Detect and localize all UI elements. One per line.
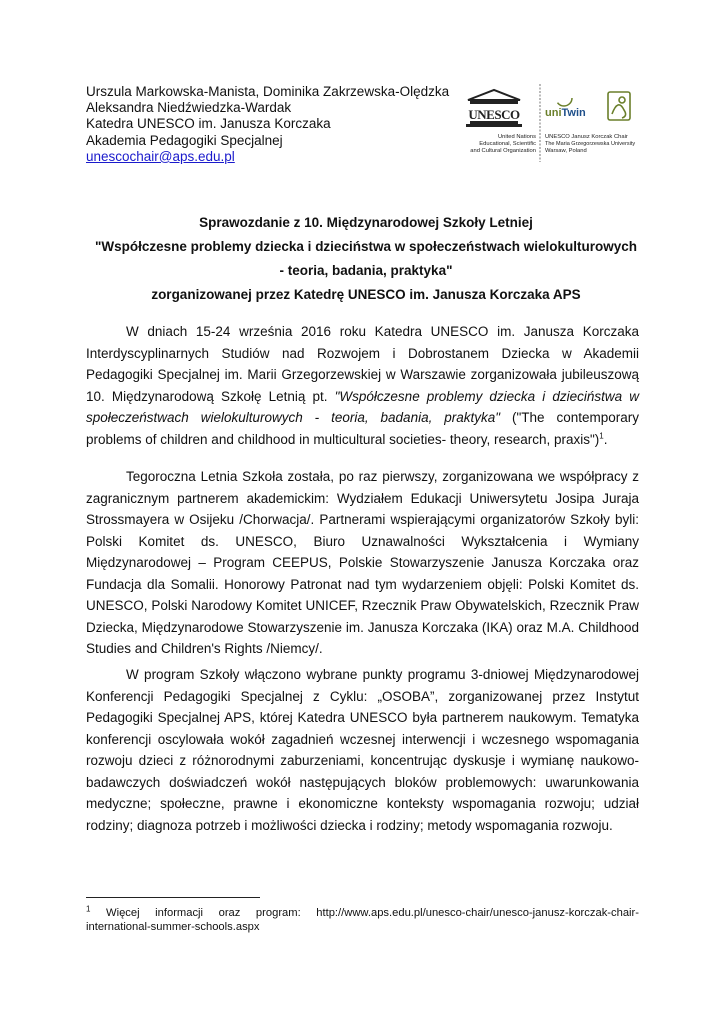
affiliation-academy: Akademia Pedagogiki Specjalnej — [86, 132, 283, 148]
unesco-unitwin-logo — [456, 78, 646, 168]
unitwin-twin: Twin — [561, 107, 586, 119]
unitwin-uni: uni — [545, 107, 562, 119]
chair-caption-2: The Maria Grzegorzewska University — [545, 141, 636, 147]
footnote-reference[interactable]: 1 — [599, 431, 604, 440]
title-line-2: "Współczesne problemy dziecka i dzieciństwa w społeczeństwach wielokulturowych — [94, 239, 638, 254]
author-block — [86, 84, 466, 165]
footnote — [86, 906, 639, 934]
svg-text:uniTwin — [545, 107, 586, 119]
author-name-2: Aleksandra Niedźwiedzka-Wardak — [86, 100, 292, 116]
paragraph-2-text: Tegoroczna Letnia Szkoła została, po raz pierwszy, zorganizowana we współpracy z zagranicznym partnerem akademickim: Wydziałem Edukacji Uniwersytetu Josipa Juraja Strossmayera w Osijeku /Chorwacja/. Partnerami wspierającymi organizatorów Szkoły byli: Polski Komitet ds. UNESCO, Biuro Uznawalności Wykształcenia i Wymiany Międzynarodowej – Program CEEPUS, Polskie Stowarzyszenie Janusza Korczaka oraz Fundacja dla Somalii. Honorowy Patronat nad tym wydarzeniem objęli: Polski Komitet ds. UNESCO, Polski Narodowy Komitet UNICEF, Rzecznik Praw Obywatelskich, Rzecznik Praw Dziecka, Międzynarodowe Stowarzyszenie im. Janusza Korczaka (IKA) oraz M.A. Childhood Studies and Children's Rights /Niemcy/. — [86, 469, 639, 656]
title-line-4: zorganizowanej przez Katedrę UNESCO im. Janusza Korczaka APS — [151, 287, 581, 302]
author-names: Urszula Markowska-Manista, Dominika Zakrzewska-Olędzka — [86, 84, 450, 99]
unesco-caption-1: United Nations — [497, 134, 536, 140]
title-line-3: - teoria, badania, praktyka" — [279, 263, 453, 278]
paragraph-1-text-b: ("The contemporary problems of children and childhood in multicultural societies- theory, research, praxis") — [86, 410, 640, 447]
unesco-wordmark: UNESCO — [468, 107, 520, 122]
unesco-caption-2: Educational, Scientific — [479, 141, 536, 147]
paragraph-3 — [86, 664, 639, 836]
report-title — [86, 211, 646, 307]
paragraph-1 — [86, 321, 639, 450]
paragraph-3-text: W program Szkoły włączono wybrane punkty programu 3-dniowej Międzynarodowej Konferencji Pedagogiki Specjalnej z Cyklu: „OSOBA”, zorganizowanej przez Instytut Pedagogiki Specjalnej APS, której Katedra UNESCO była partnerem naukowym. Tematyka konferencji oscylowała wokół zagadnień wczesnej interwencji i wczesnego wspomagania rozwoju dzieci z różnorodnymi zaburzeniami, koncentrując dyskusje i wymianę naukowo-badawczych doświadczeń wokół następujących bloków problemowych: uwarunkowania medyczne; społeczne, prawne i ekonomiczne konteksty wspomagania rozwoju; udział rodziny; diagnoza potrzeb i możliwości dziecka i rodziny; metody wspomagania rozwoju. — [86, 667, 639, 833]
footnote-number: 1 — [86, 904, 91, 914]
paragraph-1-text-a: W dniach 15-24 września 2016 roku Katedra UNESCO im. Janusza Korczaka Interdyscyplinarnych Studiów nad Rozwojem i Dobrostanem Dziecka w Akademii Pedagogiki Specjalnej im. Marii Grzegorzewskiej w Warszawie zorganizowała jubileuszową 10. Międzynarodową Szkołę Letnią pt. — [86, 324, 639, 404]
title-line-1: Sprawozdanie z 10. Międzynarodowej Szkoły Letniej — [199, 215, 533, 230]
paragraph-2 — [86, 466, 639, 660]
footnote-text: Więcej informacji oraz program: http://www.aps.edu.pl/unesco-chair/unesco-janusz-korczak-chair-international-summer-schools.aspx — [86, 907, 639, 933]
footnote-divider — [86, 897, 260, 898]
paragraph-1-italic-title: "Współczesne problemy dziecka i dzieciństwa w społeczeństwach wielokulturowych - teoria, badania, praktyka" — [86, 388, 640, 425]
affiliation-chair: Katedra UNESCO im. Janusza Korczaka — [86, 116, 331, 132]
chair-caption-3: Warsaw, Poland — [545, 148, 587, 154]
chair-caption-1: UNESCO Janusz Korczak Chair — [545, 134, 628, 140]
unesco-caption-3: and Cultural Organization — [470, 148, 536, 154]
paragraph-1-end: . — [603, 431, 608, 447]
email-link[interactable]: unescochair@aps.edu.pl — [86, 148, 235, 164]
